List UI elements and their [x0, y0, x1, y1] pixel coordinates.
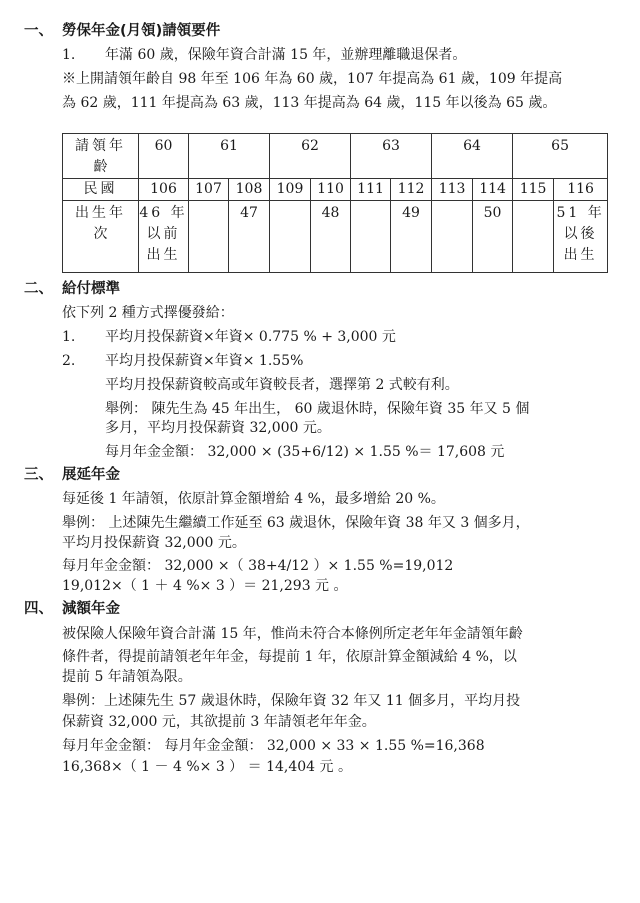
section3-calc-line1: 每月年金金額： 32,000 ×（ 38+4/12 ）× 1.55 %=19,012 — [62, 558, 454, 574]
section2-item1 — [62, 328, 396, 346]
section4-calc-line2: 16,368×（ 1 － 4 %× 3 ） ＝ 14,404 元 。 — [62, 759, 352, 775]
section2-item1-label: 1. — [62, 329, 76, 345]
age-cell: 64 — [432, 134, 513, 179]
birth-cell — [513, 201, 554, 273]
claim-age-header: 請領年 齡 — [63, 134, 139, 179]
section2-title: 給付標準 — [62, 281, 120, 297]
section4-line2: 條件者，得提前請領老年年金，每提前 1 年，依原計算金額減給 4 %，以 — [62, 649, 517, 665]
age-cell: 65 — [513, 134, 608, 179]
section4-line3: 提前 5 年請領為限。 — [62, 669, 192, 685]
section1-item1-text: 年滿 60 歲，保險年資合計滿 15 年，並辦理離職退保者。 — [105, 47, 467, 63]
birth-cell — [432, 201, 473, 273]
birth-cell: 48 — [311, 201, 351, 273]
claim-age-table — [62, 133, 608, 273]
birth-cell-last: 51 年 以後 出生 — [554, 201, 608, 273]
year-cell: 116 — [554, 179, 608, 201]
table-row-birth-year — [63, 201, 608, 273]
section2-item2-text: 平均月投保薪資×年資× 1.55% — [105, 353, 304, 369]
section4-calc-line1: 每月年金金額： 每月年金金額： 32,000 × 33 × 1.55 %=16,368 — [62, 738, 485, 754]
year-cell: 114 — [473, 179, 513, 201]
year-cell: 112 — [391, 179, 432, 201]
birth-cell: 50 — [473, 201, 513, 273]
section4-heading — [24, 600, 120, 618]
section4-title: 減額年金 — [62, 601, 120, 617]
year-cell: 110 — [311, 179, 351, 201]
age-cell: 60 — [139, 134, 189, 179]
section3-number: 三、 — [24, 467, 53, 483]
section4-number: 四、 — [24, 601, 53, 617]
year-cell: 108 — [229, 179, 270, 201]
birth-cell — [189, 201, 229, 273]
birth-cell — [351, 201, 391, 273]
section1-note-line2: 為 62 歲，111 年提高為 63 歲，113 年提高為 64 歲，115 年以後為 65 歲。 — [62, 95, 557, 111]
section3-heading — [24, 466, 120, 484]
section2-item2 — [62, 352, 303, 370]
age-cell: 61 — [189, 134, 270, 179]
roc-year-header: 民國 — [63, 179, 139, 201]
section3-example-line1: 舉例： 上述陳先生繼續工作延至 63 歲退休，保險年資 38 年又 3 個多月， — [62, 515, 530, 531]
section4-example-line2: 保薪資 32,000 元，其欲提前 3 年請領老年年金。 — [62, 714, 376, 730]
age-cell: 62 — [270, 134, 351, 179]
year-cell: 109 — [270, 179, 311, 201]
section1-title: 勞保年金(月領)請領要件 — [62, 23, 221, 39]
table-row-roc-year — [63, 179, 608, 201]
section2-item1-text: 平均月投保薪資×年資× 0.775 % + 3,000 元 — [105, 329, 396, 345]
section4-example-line1: 舉例：上述陳先生 57 歲退休時，保險年資 32 年又 11 個多月，平均月投 — [62, 693, 521, 709]
section2-calc: 每月年金金額： 32,000 × (35+6/12) × 1.55 %＝ 17,608 元 — [105, 444, 505, 460]
section2-heading — [24, 280, 120, 298]
birth-year-header: 出生年 次 — [63, 201, 139, 273]
table-row-claim-age — [63, 134, 608, 179]
section2-example-line1: 舉例： 陳先生為 45 年出生， 60 歲退休時，保險年資 35 年又 5 個 — [105, 401, 530, 417]
section4-line1: 被保險人保險年資合計滿 15 年，惟尚未符合本條例所定老年年金請領年齡 — [62, 626, 523, 642]
section3-example-line2: 平均月投保薪資 32,000 元。 — [62, 535, 246, 551]
section2-number: 二、 — [24, 281, 53, 297]
section1-note-line1: ※上開請領年齡自 98 年至 106 年為 60 歲，107 年提高為 61 歲，109 年提高 — [62, 71, 563, 87]
age-cell: 63 — [351, 134, 432, 179]
section2-note: 平均月投保薪資較高或年資較長者，選擇第 2 式較有利。 — [105, 377, 459, 393]
section1-number: 一、 — [24, 23, 53, 39]
section1-item1 — [62, 46, 466, 64]
section1-heading — [24, 22, 220, 40]
year-cell: 107 — [189, 179, 229, 201]
section2-example-line2: 多月，平均月投保薪資 32,000 元。 — [105, 420, 331, 436]
year-cell: 115 — [513, 179, 554, 201]
year-cell: 113 — [432, 179, 473, 201]
section3-calc-line2: 19,012×（ 1 ＋ 4 %× 3 ）＝ 21,293 元 。 — [62, 578, 348, 594]
section2-item2-label: 2. — [62, 353, 76, 369]
year-cell: 111 — [351, 179, 391, 201]
year-cell: 106 — [139, 179, 189, 201]
section3-title: 展延年金 — [62, 467, 120, 483]
section1-item1-label: 1. — [62, 47, 76, 63]
section3-line1: 每延後 1 年請領，依原計算金額增給 4 %，最多增給 20 %。 — [62, 491, 445, 507]
section2-intro: 依下列 2 種方式擇優發給： — [62, 305, 234, 321]
birth-cell — [270, 201, 311, 273]
birth-cell: 47 — [229, 201, 270, 273]
birth-cell: 49 — [391, 201, 432, 273]
birth-cell-first: 46 年 以前 出生 — [139, 201, 189, 273]
